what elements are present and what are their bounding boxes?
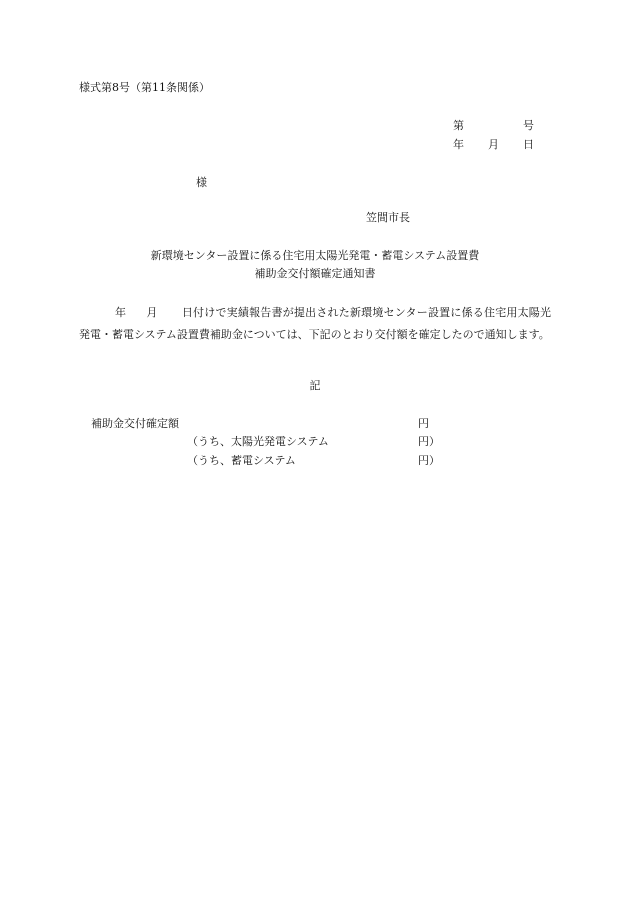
solar-amount-label: （うち、太陽光発電システム (187, 435, 329, 448)
date-year: 年 (453, 138, 464, 151)
body-text: 日付けで実績報告書が提出された新環境センター設置に係る住宅用太陽光発電・蓄電システム設置費補助金については、下記のとおり交付額を確定したので通知します。 (79, 306, 552, 341)
form-label: 様式第8号（第11条関係） (79, 81, 210, 94)
total-amount-label: 補助金交付確定額 (91, 417, 179, 430)
date-month: 月 (488, 138, 499, 151)
ki-heading: 記 (309, 379, 321, 392)
body-paragraph (79, 302, 551, 346)
solar-amount-unit: 円） (418, 435, 440, 448)
document-title-line-2: 補助金交付額確定通知書 (254, 267, 376, 280)
issuer-name: 笠間市長 (366, 211, 410, 224)
document-number-prefix: 第 (453, 119, 464, 132)
battery-amount-label: （うち、蓄電システム (187, 454, 296, 467)
document-number-suffix: 号 (523, 119, 534, 132)
total-amount-unit: 円 (418, 417, 429, 430)
body-month: 月 (146, 306, 158, 319)
document-title-line-1: 新環境センター設置に係る住宅用太陽光発電・蓄電システム設置費 (150, 249, 480, 262)
battery-amount-unit: 円） (418, 454, 440, 467)
date-day: 日 (523, 138, 534, 151)
recipient-honorific: 様 (196, 176, 207, 189)
body-year: 年 (115, 306, 127, 319)
